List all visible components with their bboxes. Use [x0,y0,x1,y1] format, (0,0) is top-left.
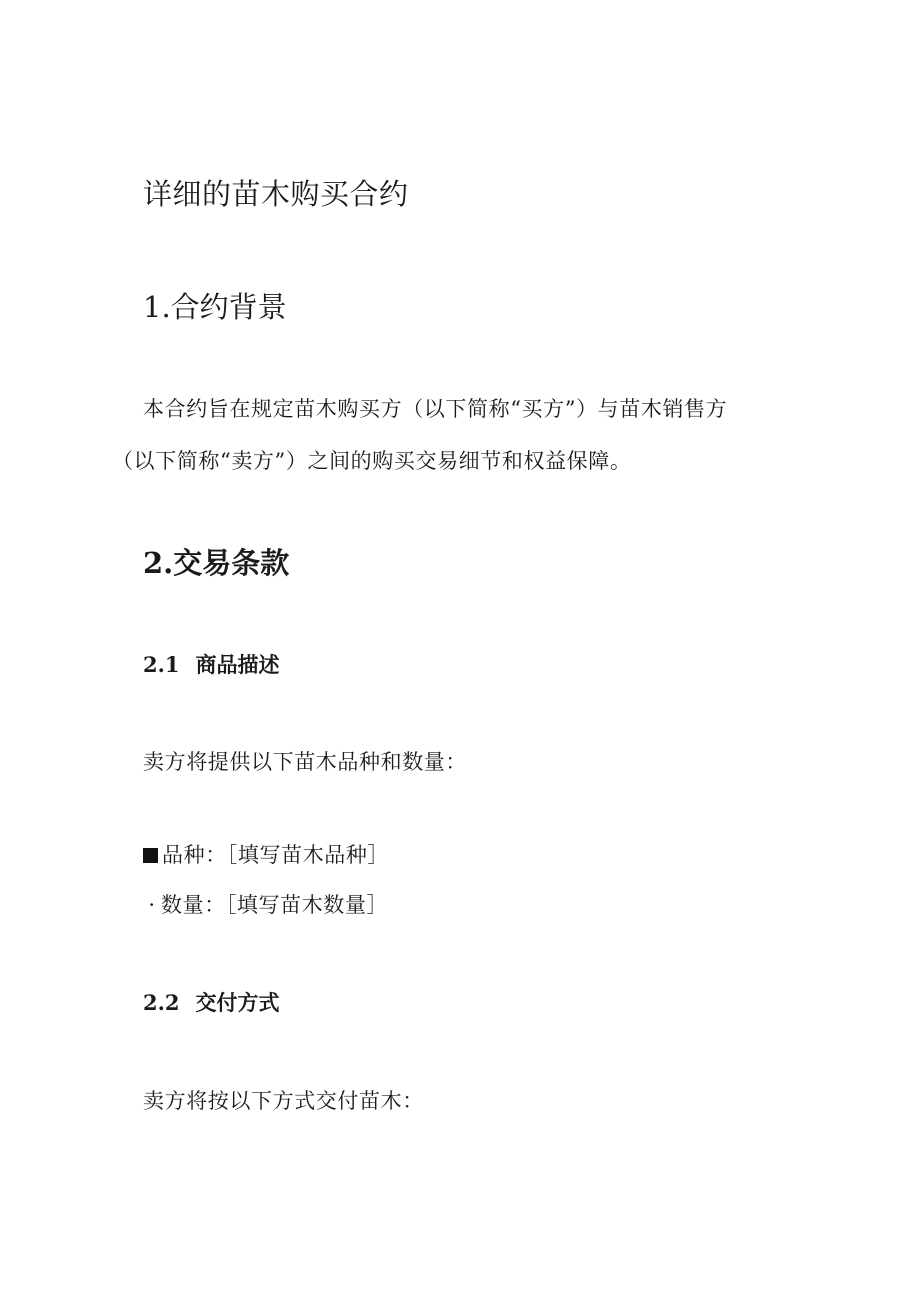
section-title: 合约背景 [170,290,287,324]
paragraph-line: 本合约旨在规定苗木购买方（以下简称“买方”）与苗木销售方 [143,397,728,421]
subsection-title: 交付方式 [195,991,280,1015]
section-heading-terms [143,543,289,583]
section-heading-background [143,287,287,327]
list-item-text: 数量：［填写苗木数量］ [161,893,389,917]
subsection-number: 2.2 [143,990,180,1015]
subsection-heading-delivery-method [143,988,280,1018]
dot-bullet-icon: · [148,893,156,917]
section-title: 交易条款 [173,546,290,580]
subsection-heading-product-description [143,650,280,680]
paragraph-line: 卖方将提供以下苗木品种和数量： [143,750,467,774]
paragraph-line: 卖方将按以下方式交付苗木： [143,1089,424,1113]
list-item [143,890,388,920]
subsection-number: 2.1 [143,652,180,677]
section-number: 1. [143,290,171,324]
list-item [143,840,389,870]
paragraph-line: （以下简称“卖方”）之间的购买交易细节和权益保障。 [112,449,632,473]
subsection-title: 商品描述 [195,653,280,677]
list-item-text: 品种：［填写苗木品种］ [162,843,390,867]
document-title: 详细的苗木购买合约 [143,177,409,211]
square-bullet-icon [143,848,158,863]
section-number: 2. [143,546,174,580]
